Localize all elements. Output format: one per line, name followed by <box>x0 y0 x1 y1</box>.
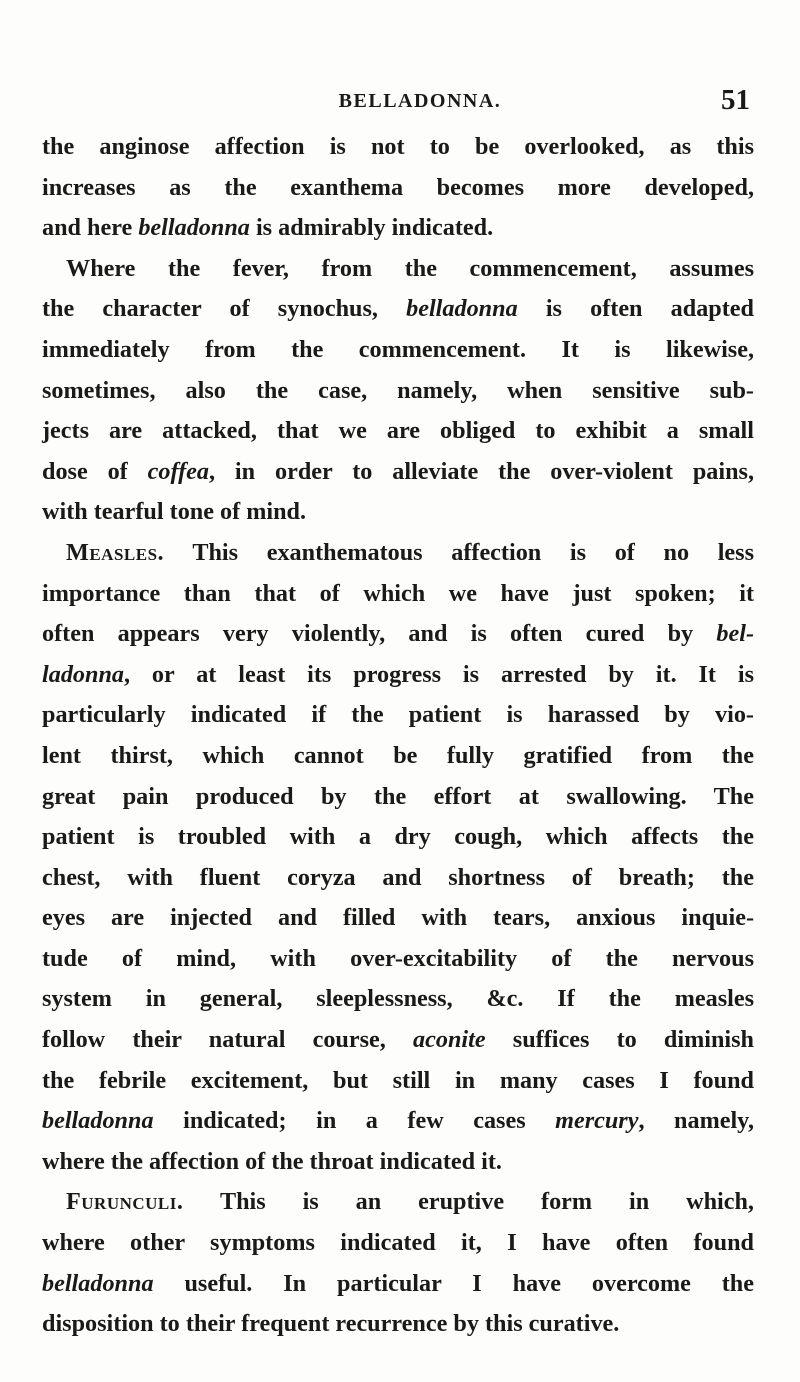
text-line: system in general, sleeplessness, &c. If the measles <box>42 985 754 1013</box>
text-line: dose of coffea, in order to alleviate the over-violent pains, <box>42 457 754 485</box>
italic-term: ladonna <box>42 660 124 688</box>
text-line: sometimes, also the case, namely, when sensitive sub- <box>42 376 754 404</box>
text-line: often appears very violently, and is often cured by bel- <box>42 620 754 648</box>
text-line: the febrile excitement, but still in many cases I found <box>42 1066 754 1094</box>
text-line-with-heading <box>42 1182 754 1223</box>
italic-term: coffea <box>147 457 209 485</box>
text-line: chest, with fluent coryza and shortness of breath; the <box>42 863 754 891</box>
text-line: with tearful tone of mind. <box>42 498 307 526</box>
text-line: where other symptoms indicated it, I have often found <box>42 1229 754 1257</box>
text-line: belladonna useful. In particular I have overcome the <box>42 1269 754 1297</box>
text-line: where the affection of the throat indicated it. <box>42 1147 502 1175</box>
text-line: Where the fever, from the commencement, assumes <box>66 254 754 282</box>
text-line: immediately from the commencement. It is likewise, <box>42 335 754 363</box>
italic-term: aconite <box>413 1026 486 1054</box>
italic-term: bel- <box>716 620 754 648</box>
text-line: importance than that of which we have just spoken; it <box>42 579 754 607</box>
text-line: the character of synochus, belladonna is often adapted <box>42 295 754 323</box>
section-heading-measles: Measles. <box>66 538 165 566</box>
running-title: BELLADONNA. <box>338 90 502 112</box>
text-line: the anginose affection is not to be overlooked, as this <box>42 133 754 160</box>
text-line: lent thirst, which cannot be fully gratified from the <box>42 741 754 769</box>
text-line: disposition to their frequent recurrence by this curative. <box>42 1310 620 1338</box>
text-line: belladonna indicated; in a few cases mercury, namely, <box>42 1107 754 1135</box>
text-line: follow their natural course, aconite suffices to diminish <box>42 1026 754 1054</box>
page-number: 51 <box>721 84 750 116</box>
text-line: patient is troubled with a dry cough, which affects the <box>42 823 754 851</box>
text-line: and here belladonna is admirably indicated. <box>42 214 494 242</box>
text-line-with-heading <box>42 533 754 574</box>
text-line: great pain produced by the effort at swallowing. The <box>42 782 754 810</box>
text-line: particularly indicated if the patient is harassed by vio- <box>42 701 754 729</box>
italic-term: mercury <box>555 1107 639 1135</box>
italic-term: belladonna <box>42 1269 154 1297</box>
section-heading-furunculi: Furunculi. <box>66 1188 184 1216</box>
italic-term: belladonna <box>138 214 250 242</box>
text-run: This exanthematous affection is of no less <box>192 538 754 566</box>
text-line: increases as the exanthema becomes more developed, <box>42 173 754 201</box>
text-line: eyes are injected and filled with tears, anxious inquie- <box>42 904 754 932</box>
text-line: tude of mind, with over-excitability of the nervous <box>42 944 754 972</box>
running-head <box>90 84 750 118</box>
body-text <box>42 127 754 1345</box>
text-run: This is an eruptive form in which, <box>219 1188 754 1216</box>
italic-term: belladonna <box>42 1107 154 1135</box>
text-line: ladonna, or at least its progress is arrested by it. It is <box>42 660 754 688</box>
italic-term: belladonna <box>406 295 518 323</box>
text-line: jects are attacked, that we are obliged to exhibit a small <box>42 417 754 445</box>
